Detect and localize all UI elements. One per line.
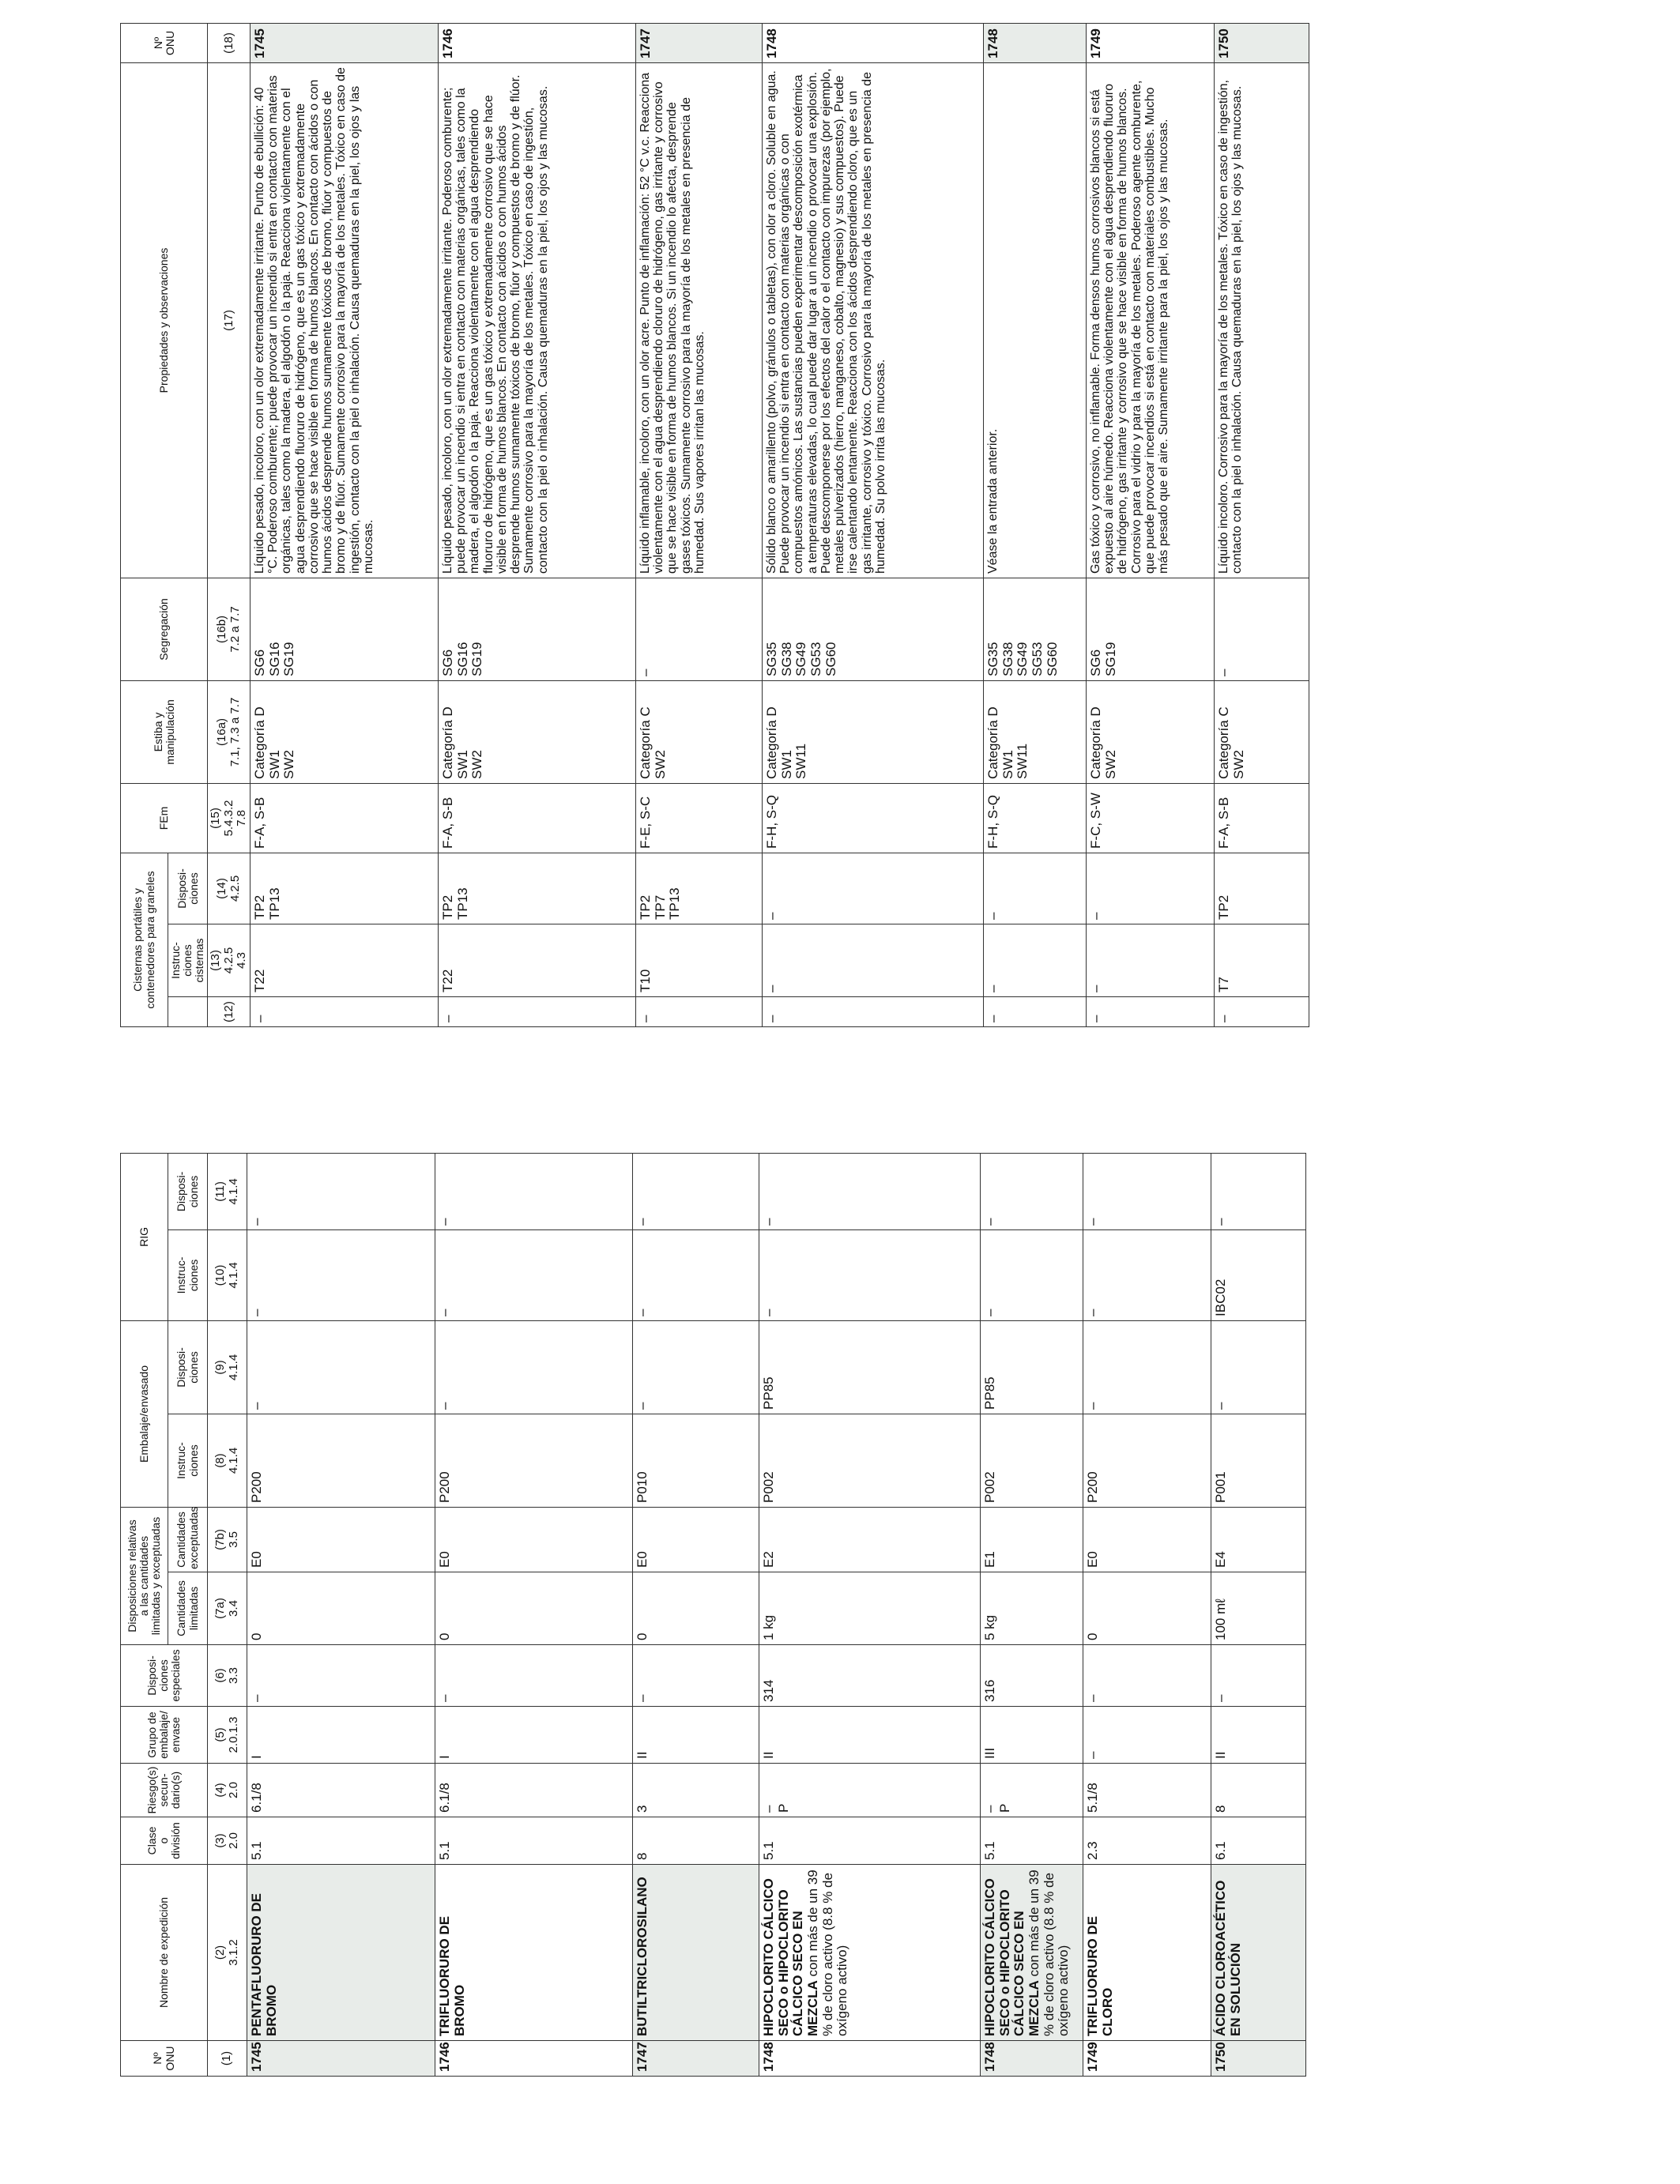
tp-cell: –	[762, 853, 983, 924]
table-row	[759, 1153, 981, 2076]
stowage-cell: Categoría D SW1 SW11	[983, 680, 1086, 783]
sp-cell: –	[1083, 1645, 1211, 1707]
col-number: (15) 5.4.3.2 7.8	[208, 783, 250, 853]
class-cell: 5.1	[435, 1817, 633, 1865]
sp-cell: –	[1211, 1645, 1306, 1707]
sp-cell: –	[435, 1645, 633, 1707]
col-number: (7a) 3.4	[208, 1572, 247, 1645]
c12-cell: –	[1086, 997, 1214, 1027]
left-dangerous-goods-table	[120, 1153, 1306, 2077]
tp-cell: TP2 TP13	[438, 853, 635, 924]
properties-cell: Líquido pesado, incoloro, con un olor extremadamente irritante. Poderoso comburente; puede provocar un incendio si entra en contacto con materias orgánicas, tales como la madera, el algodón o la paja. Reacciona violentamente con el agua desprendiendo fluoruro de hidrógeno, que es un gas tóxico y extremadamente corrosivo que se hace visible en forma de humos blancos. En contacto con ácidos o con humos ácidos desprende humos sumamente tóxicos de bromo, flúor y compuestos de bromo y de flúor. Sumamente corrosivo para la mayoría de los metales. Tóxico en caso de ingestión, contacto con la piel o inhalación. Causa quemaduras en la piel, los ojos y las mucosas.	[438, 62, 635, 578]
eq-cell: E0	[247, 1507, 435, 1572]
pg-cell: I	[247, 1707, 435, 1764]
header-segregation: Segregación	[121, 578, 208, 680]
right-table-container	[120, 24, 1343, 1027]
subrisk-cell: 3	[633, 1764, 759, 1817]
ibcp-cell: –	[759, 1153, 981, 1229]
ems-cell: F-A, S-B	[438, 783, 635, 853]
ibci-cell: –	[633, 1229, 759, 1320]
pp-cell: –	[1083, 1320, 1211, 1414]
ems-cell: F-C, S-W	[1086, 783, 1214, 853]
header-packing: Embalaje/envasado	[121, 1320, 168, 1507]
table-row	[983, 23, 1086, 1026]
un-number-right: 1749	[1086, 23, 1214, 62]
pp-cell: PP85	[759, 1320, 981, 1414]
col-number: (6) 3.3	[208, 1645, 247, 1707]
tank-cell: T10	[635, 924, 762, 997]
segregation-cell: SG35 SG38 SG49 SG53 SG60	[762, 578, 983, 680]
col-number: (5) 2.0.1.3	[208, 1707, 247, 1764]
tp-cell: –	[983, 853, 1086, 924]
lq-cell: 0	[1083, 1572, 1211, 1645]
eq-cell: E1	[981, 1507, 1083, 1572]
col-number: (16a) 7.1, 7.3 a 7.7	[208, 680, 250, 783]
un-number-right: 1747	[635, 23, 762, 62]
un-number-right: 1746	[438, 23, 635, 62]
ibci-cell: –	[1083, 1229, 1211, 1320]
header-packing-provisions: Disposi- ciones	[168, 1320, 208, 1414]
ibcp-cell: –	[1083, 1153, 1211, 1229]
tp-cell: TP2	[1214, 853, 1309, 924]
class-cell: 8	[633, 1817, 759, 1865]
name-main: TRIFLUORURO DE CLORO	[1085, 1915, 1115, 2036]
tp-cell: –	[1086, 853, 1214, 924]
tank-cell: T22	[250, 924, 438, 997]
table-row	[1214, 23, 1309, 1026]
col-number: (8) 4.1.4	[208, 1414, 247, 1507]
lq-cell: 5 kg	[981, 1572, 1083, 1645]
segregation-cell: SG6 SG16 SG19	[250, 578, 438, 680]
pi-cell: P001	[1211, 1414, 1306, 1507]
subrisk-cell: 6.1/8	[435, 1764, 633, 1817]
c12-cell: –	[438, 997, 635, 1027]
subrisk-cell: 5.1/8	[1083, 1764, 1211, 1817]
header-ems: FEm	[121, 783, 208, 853]
class-cell: 6.1	[1211, 1817, 1306, 1865]
table-row	[247, 1153, 435, 2076]
header-ibc-instructions: Instruc- ciones	[168, 1229, 208, 1320]
pg-cell: III	[981, 1707, 1083, 1764]
header-subrisk: Riesgo(s) secun- dario(s)	[121, 1764, 208, 1817]
table-row	[1211, 1153, 1306, 2076]
pg-cell: II	[759, 1707, 981, 1764]
pi-cell: P010	[633, 1414, 759, 1507]
pp-cell: –	[1211, 1320, 1306, 1414]
pg-cell: II	[633, 1707, 759, 1764]
ems-cell: F-H, S-Q	[762, 783, 983, 853]
un-number: 1745	[247, 2041, 435, 2077]
tp-cell: TP2 TP13	[250, 853, 438, 924]
header-ibc-provisions: Disposi- ciones	[168, 1153, 208, 1229]
pi-cell: P200	[435, 1414, 633, 1507]
eq-cell: E0	[1083, 1507, 1211, 1572]
header-packing-group: Grupo de embalaje/ envase	[121, 1707, 208, 1764]
name-note: con más de un 39 % de cloro activo (8.8 % de oxígeno activo)	[805, 1870, 850, 2036]
un-number: 1748	[981, 2041, 1083, 2077]
lq-cell: 0	[633, 1572, 759, 1645]
col-number: (12)	[208, 997, 250, 1027]
col-number: (9) 4.1.4	[208, 1320, 247, 1414]
pp-cell: PP85	[981, 1320, 1083, 1414]
col-number: (2) 3.1.2	[208, 1865, 247, 2041]
col-number: (16b) 7.2 a 7.7	[208, 578, 250, 680]
ibcp-cell: –	[633, 1153, 759, 1229]
sp-cell: –	[247, 1645, 435, 1707]
properties-cell: Líquido inflamable, incoloro, con un olor acre. Punto de inflamación: 52 °C v.c. Reacciona violentamente con el agua desprendiendo cloruro de hidrógeno, gas irritante y corrosivo que se hace visible en forma de humos blancos. Si un incendio lo afecta, desprende gases tóxicos. Sumamente corrosivo para la mayoría de los metales en presencia de humedad. Sus vapores irritan las mucosas.	[635, 62, 762, 578]
header-class: Clase o división	[121, 1817, 208, 1865]
header-tank-provisions: Disposi- ciones	[168, 853, 208, 924]
properties-cell: Gas tóxico y corrosivo, no inflamable. Forma densos humos corrosivos blancos si está expuesto al aire húmedo. Reacciona violentamente con el agua desprendiendo fluoruro de hidrógeno, gas irritante y corrosivo que se hace visible en forma de humos blancos. Corrosivo para el vidrio y para la mayoría de los metales. Poderoso agente comburente, que puede provocar incendios si está en contacto con materiales combustibles. Mucho más pesado que el aire. Sumamente irritante para la piel, los ojos y las mucosas.	[1086, 62, 1214, 578]
properties-cell: Líquido incoloro. Corrosivo para la mayoría de los metales. Tóxico en caso de ingestión, contacto con la piel o inhalación. Causa quemaduras en la piel, los ojos y las mucosas.	[1214, 62, 1309, 578]
header-tank-instructions: Instruc- ciones cisternas	[168, 924, 208, 997]
ibci-cell: –	[435, 1229, 633, 1320]
properties-cell: Véase la entrada anterior.	[983, 62, 1086, 578]
header-blank	[168, 997, 208, 1027]
stowage-cell: Categoría D SW1 SW11	[762, 680, 983, 783]
table-row	[250, 23, 438, 1026]
shipping-name	[435, 1865, 633, 2041]
col-number: (1)	[208, 2041, 247, 2077]
col-number: (18)	[208, 23, 250, 62]
stowage-cell: Categoría D SW2	[1086, 680, 1214, 783]
ibcp-cell: –	[247, 1153, 435, 1229]
un-number-right: 1748	[983, 23, 1086, 62]
segregation-cell: SG35 SG38 SG49 SG53 SG60	[983, 578, 1086, 680]
ibcp-cell: –	[981, 1153, 1083, 1229]
subrisk-cell: 8	[1211, 1764, 1306, 1817]
right-dangerous-goods-table	[120, 23, 1309, 1027]
properties-cell: Líquido pesado, incoloro, con un olor extremadamente irritante. Punto de ebullición: 40 °C. Poderoso comburente; puede provocar un incendio si entra en contacto con materias orgánicas, tales como la madera, el algodón o la paja. Reacciona violentamente con el agua desprendiendo fluoruro de hidrógeno, que es un gas tóxico y extremadamente corrosivo que se hace visible en forma de humos blancos. En contacto con ácidos o con humos ácidos desprende humos sumamente tóxicos de bromo, flúor y compuestos de bromo y de flúor. Sumamente corrosivo para la mayoría de los metales. Tóxico en caso de ingestión, contacto con la piel o inhalación. Causa quemaduras en la piel, los ojos y las mucosas.	[250, 62, 438, 578]
ems-cell: F-A, S-B	[250, 783, 438, 853]
shipping-name	[1211, 1865, 1306, 2041]
un-number-right: 1748	[762, 23, 983, 62]
header-packing-instructions: Instruc- ciones	[168, 1414, 208, 1507]
lq-cell: 0	[247, 1572, 435, 1645]
header-special-provisions: Disposi- ciones especiales	[121, 1645, 208, 1707]
ibci-cell: IBC02	[1211, 1229, 1306, 1320]
ibcp-cell: –	[435, 1153, 633, 1229]
pp-cell: –	[633, 1320, 759, 1414]
shipping-name	[981, 1865, 1083, 2041]
col-number: (3) 2.0	[208, 1817, 247, 1865]
ibci-cell: –	[981, 1229, 1083, 1320]
sp-cell: 314	[759, 1645, 981, 1707]
col-number: (10) 4.1.4	[208, 1229, 247, 1320]
un-number: 1750	[1211, 2041, 1306, 2077]
segregation-cell: SG6 SG19	[1086, 578, 1214, 680]
sp-cell: 316	[981, 1645, 1083, 1707]
un-number: 1746	[435, 2041, 633, 2077]
col-number: (11) 4.1.4	[208, 1153, 247, 1229]
pp-cell: –	[435, 1320, 633, 1414]
name-main: HIPOCLORITO CÁLCICO SECO o HIPOCLORITO CÁLCICO SECO EN MEZCLA	[761, 1878, 821, 2036]
segregation-cell: SG6 SG16 SG19	[438, 578, 635, 680]
un-number-right: 1745	[250, 23, 438, 62]
un-number: 1747	[633, 2041, 759, 2077]
name-main: BUTILTRICLOROSILANO	[635, 1877, 650, 2036]
name-main: ÁCIDO CLOROACÉTICO EN SOLUCIÓN	[1213, 1880, 1243, 2036]
pi-cell: P002	[981, 1414, 1083, 1507]
left-table-container	[120, 1154, 1343, 2077]
un-number: 1748	[759, 2041, 981, 2077]
table-row	[981, 1153, 1083, 2076]
pp-cell: –	[247, 1320, 435, 1414]
header-name: Nombre de expedición	[121, 1865, 208, 2041]
stowage-cell: Categoría D SW1 SW2	[438, 680, 635, 783]
eq-cell: E4	[1211, 1507, 1306, 1572]
table-row	[635, 23, 762, 1026]
class-cell: 5.1	[247, 1817, 435, 1865]
header-limited: Cantidades limitadas	[168, 1572, 208, 1645]
ems-cell: F-E, S-C	[635, 783, 762, 853]
class-cell: 5.1	[759, 1817, 981, 1865]
segregation-cell: –	[635, 578, 762, 680]
header-stowage: Estiba y manipulación	[121, 680, 208, 783]
table-row	[1083, 1153, 1211, 2076]
header-un: Nº ONU	[121, 2041, 208, 2077]
un-number: 1749	[1083, 2041, 1211, 2077]
header-un-right: Nº ONU	[121, 23, 208, 62]
tank-cell: –	[983, 924, 1086, 997]
c12-cell: –	[250, 997, 438, 1027]
c12-cell: –	[762, 997, 983, 1027]
header-limited-excepted: Disposiciones relativas a las cantidades limitadas y exceptuadas	[121, 1507, 168, 1644]
pi-cell: P002	[759, 1414, 981, 1507]
stowage-cell: Categoría C SW2	[635, 680, 762, 783]
ibci-cell: –	[759, 1229, 981, 1320]
pg-cell: –	[1083, 1707, 1211, 1764]
col-number: (14) 4.2.5	[208, 853, 250, 924]
name-main: HIPOCLORITO CÁLCICO SECO o HIPOCLORITO CÁLCICO SECO EN MEZCLA	[982, 1878, 1042, 2036]
sp-cell: –	[633, 1645, 759, 1707]
c12-cell: –	[1214, 997, 1309, 1027]
class-cell: 5.1	[981, 1817, 1083, 1865]
un-number-right: 1750	[1214, 23, 1309, 62]
name-main: PENTAFLUORURO DE BROMO	[249, 1892, 279, 2036]
tank-cell: T22	[438, 924, 635, 997]
segregation-cell: –	[1214, 578, 1309, 680]
lq-cell: 100 mℓ	[1211, 1572, 1306, 1645]
col-number: (7b) 3.5	[208, 1507, 247, 1572]
shipping-name	[759, 1865, 981, 2041]
properties-cell: Sólido blanco o amarillento (polvo, gránulos o tabletas), con olor a cloro. Soluble en agua. Puede provocar un incendio si entra en contacto con materias orgánicas o con compuestos amónicos. Las sustancias pueden experimentar descomposición exotérmica a temperaturas elevadas, lo cual puede dar lugar a un incendio o provocar una explosión. Puede descomponerse por los efectos del calor o el contacto con impurezas (por ejemplo, metales pulverizados (hierro, manganeso, cobalto, magnesio) y sus compuestos). Puede irse calentando lentamente. Reacciona con los ácidos desprendiendo cloro, que es un gas irritante, corrosivo y tóxico. Corrosivo para la mayoría de los metales en presencia de humedad. Su polvo irrita las mucosas.	[762, 62, 983, 578]
header-excepted: Cantidades exceptuadas	[168, 1507, 208, 1572]
table-row	[1086, 23, 1214, 1026]
stowage-cell: Categoría D SW1 SW2	[250, 680, 438, 783]
ems-cell: F-A, S-B	[1214, 783, 1309, 853]
table-row	[438, 23, 635, 1026]
table-row	[762, 23, 983, 1026]
subrisk-cell: – P	[759, 1764, 981, 1817]
table-row	[633, 1153, 759, 2076]
eq-cell: E0	[435, 1507, 633, 1572]
shipping-name	[633, 1865, 759, 2041]
eq-cell: E0	[633, 1507, 759, 1572]
eq-cell: E2	[759, 1507, 981, 1572]
pi-cell: P200	[1083, 1414, 1211, 1507]
name-note: con más de un 39 % de cloro activo (8.8 % de oxígeno activo)	[1026, 1870, 1072, 2036]
subrisk-cell: – P	[981, 1764, 1083, 1817]
header-properties: Propiedades y observaciones	[121, 62, 208, 578]
col-number: (17)	[208, 62, 250, 578]
ibci-cell: –	[247, 1229, 435, 1320]
pg-cell: II	[1211, 1707, 1306, 1764]
stowage-cell: Categoría C SW2	[1214, 680, 1309, 783]
ibcp-cell: –	[1211, 1153, 1306, 1229]
class-cell: 2.3	[1083, 1817, 1211, 1865]
subrisk-cell: 6.1/8	[247, 1764, 435, 1817]
c12-cell: –	[635, 997, 762, 1027]
name-main: TRIFLUORURO DE BROMO	[437, 1915, 467, 2036]
col-number: (13) 4.2.5 4.3	[208, 924, 250, 997]
lq-cell: 0	[435, 1572, 633, 1645]
header-tank: Cisternas portátiles y contenedores para graneles	[121, 853, 168, 1026]
header-ibc: RIG	[121, 1153, 168, 1320]
tank-cell: T7	[1214, 924, 1309, 997]
pi-cell: P200	[247, 1414, 435, 1507]
tank-cell: –	[762, 924, 983, 997]
shipping-name	[1083, 1865, 1211, 2041]
ems-cell: F-H, S-Q	[983, 783, 1086, 853]
table-row	[435, 1153, 633, 2076]
col-number: (4) 2.0	[208, 1764, 247, 1817]
tp-cell: TP2 TP7 TP13	[635, 853, 762, 924]
shipping-name	[247, 1865, 435, 2041]
tank-cell: –	[1086, 924, 1214, 997]
c12-cell: –	[983, 997, 1086, 1027]
lq-cell: 1 kg	[759, 1572, 981, 1645]
pg-cell: I	[435, 1707, 633, 1764]
